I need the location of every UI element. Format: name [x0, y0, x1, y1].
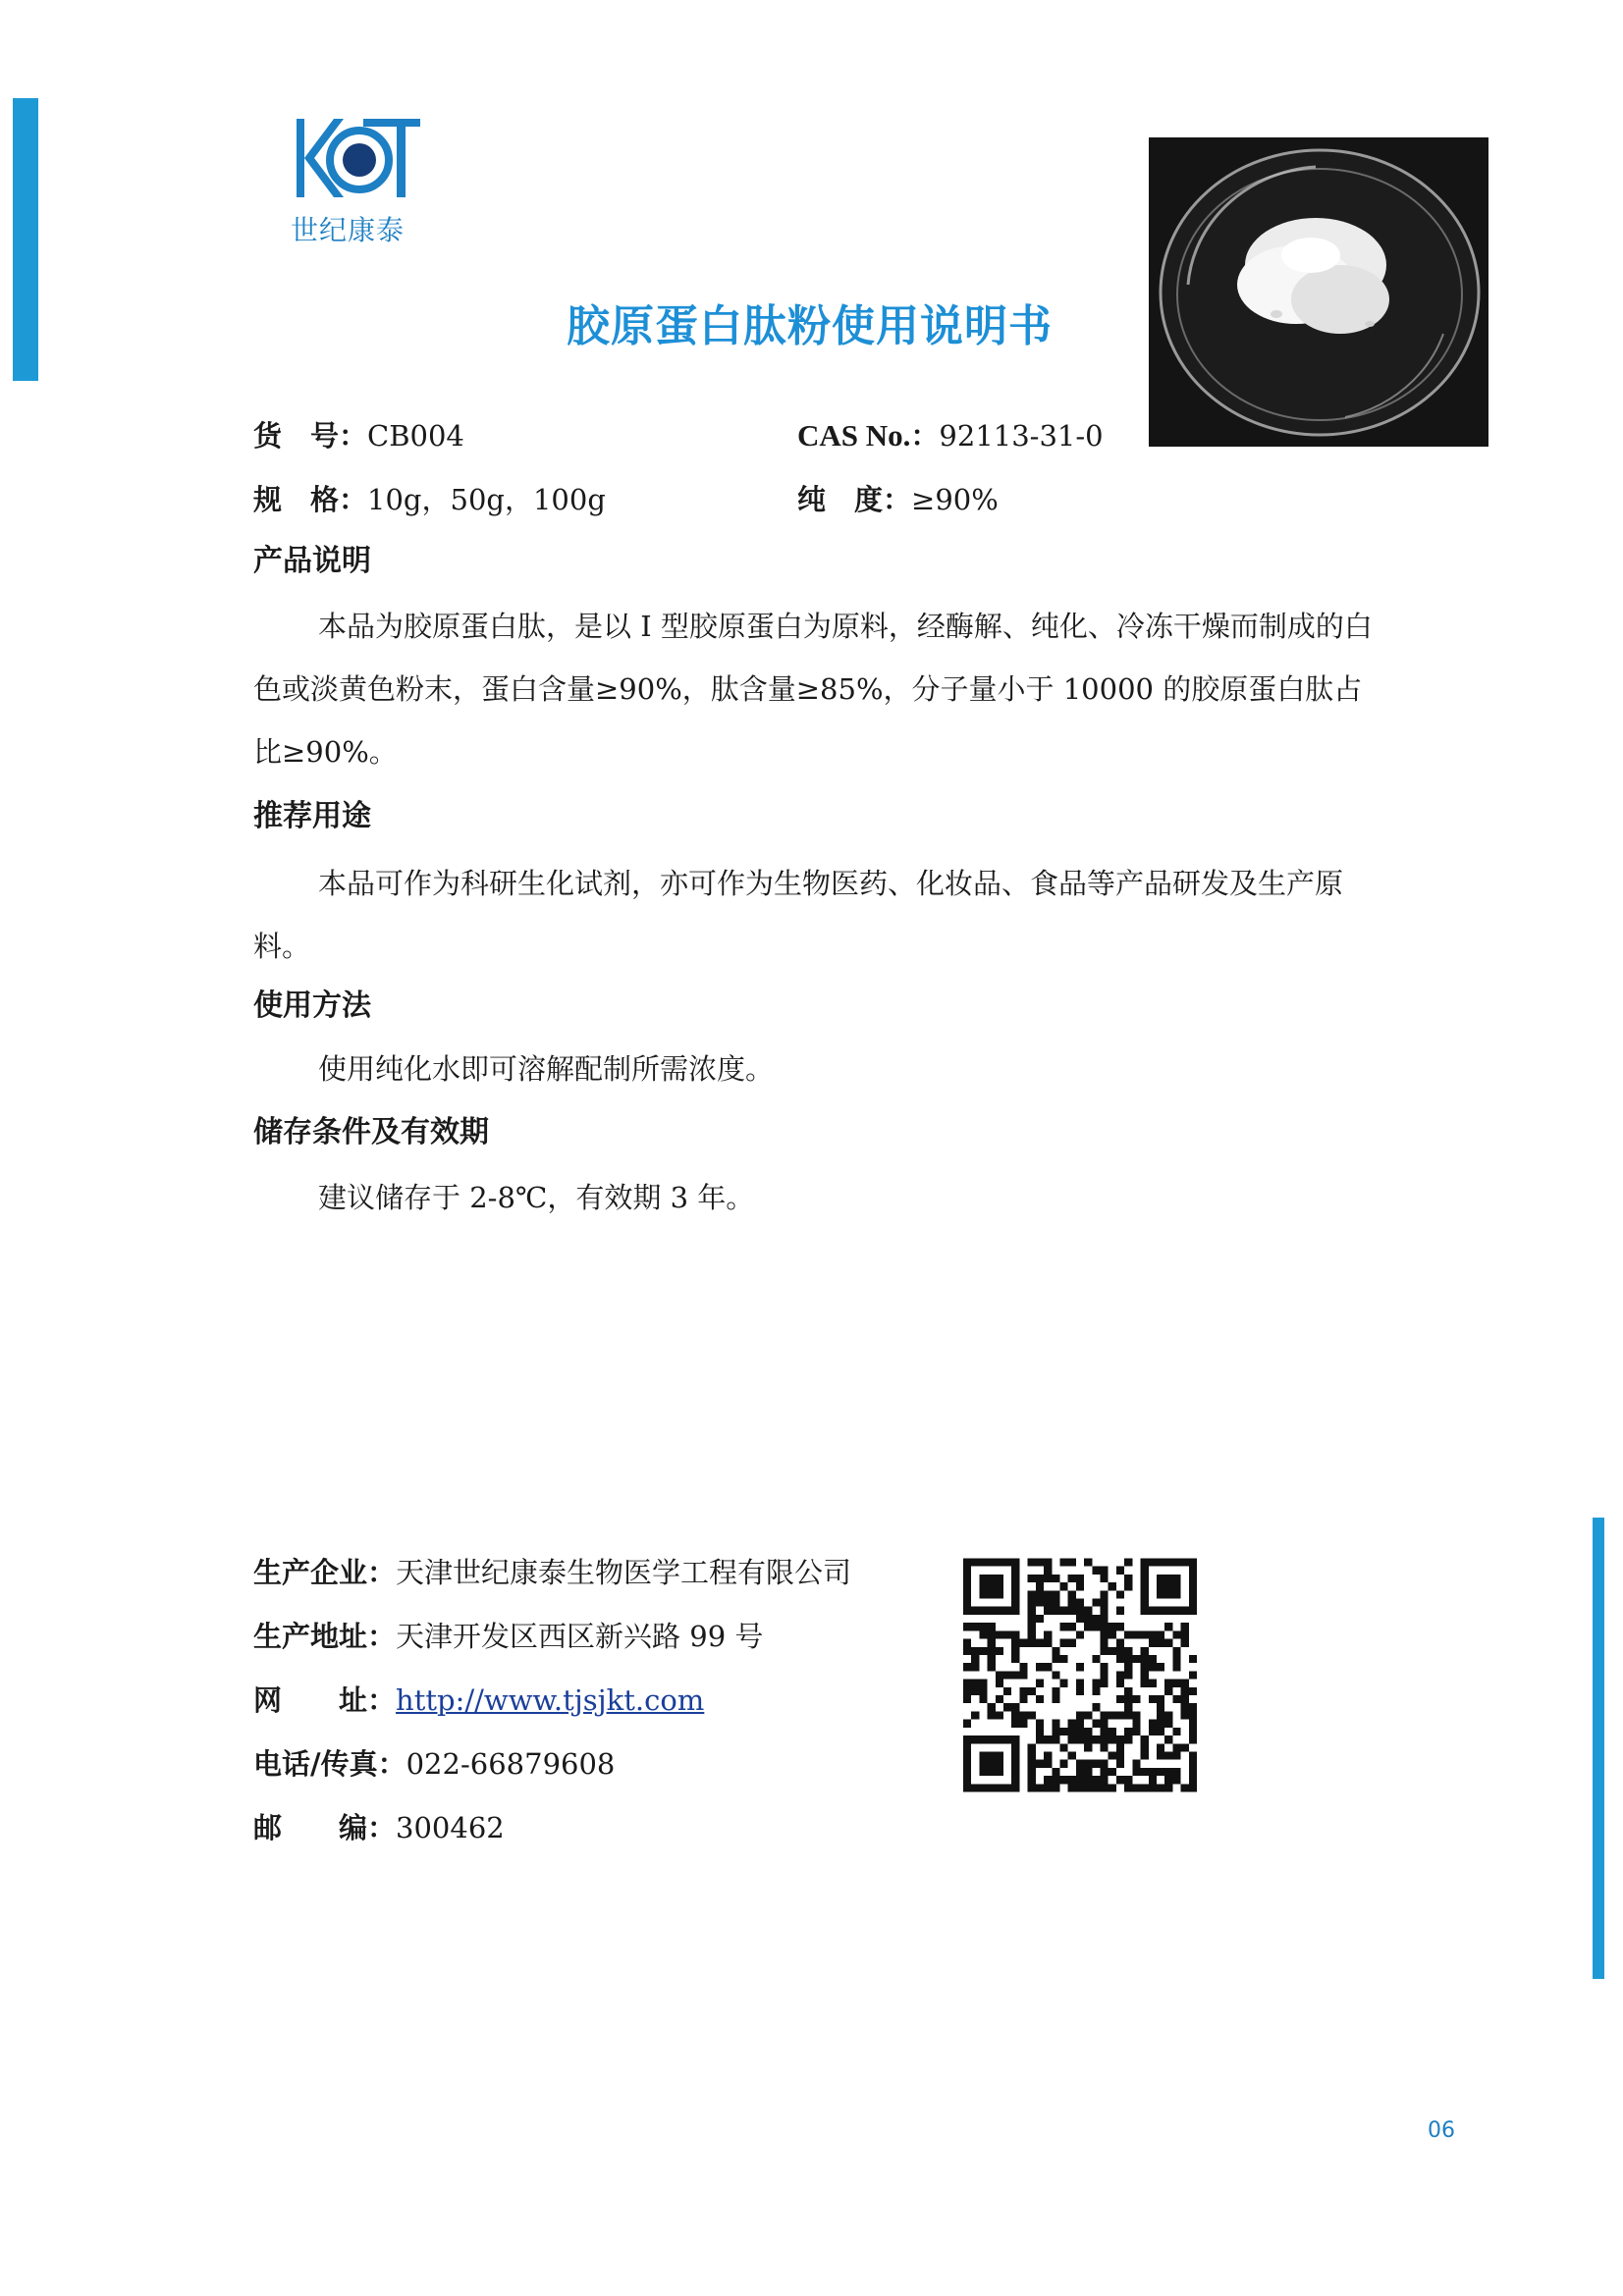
cas-value: 92113-31-0: [939, 419, 1104, 453]
spec-value: 10g，50g，100g: [367, 483, 606, 516]
manufacturer-value: 天津世纪康泰生物医学工程有限公司: [396, 1556, 852, 1589]
purity-field: 纯 度：≥90%: [797, 483, 999, 516]
section-heading-method: 使用方法: [253, 988, 371, 1023]
spec-field: 规 格：10g，50g，100g: [253, 483, 606, 516]
item-number-value: CB004: [367, 419, 464, 453]
postcode-label: 邮 编: [253, 1811, 368, 1844]
cas-field: CAS No.：92113-31-0: [797, 418, 1104, 453]
address-value: 天津开发区西区新兴路 99 号: [396, 1620, 764, 1653]
postcode-value: 300462: [396, 1811, 505, 1844]
purity-label: 纯 度: [797, 483, 884, 516]
website-label: 网 址: [253, 1683, 368, 1717]
manufacturer-row: 生产企业：天津世纪康泰生物医学工程有限公司: [253, 1556, 852, 1589]
section-body-storage: 建议储存于 2-8℃，有效期 3 年。: [318, 1181, 755, 1214]
section-body-usage: 本品可作为科研生化试剂，亦可作为生物医药、化妆品、食品等产品研发及生产原料。: [253, 867, 1344, 963]
item-number-label: 货 号: [253, 419, 340, 453]
item-number-field: 货 号：CB004: [253, 419, 464, 453]
product-photo: [1149, 137, 1488, 447]
website-row: 网 址：http://www.tjsjkt.com: [253, 1683, 705, 1717]
petri-dish-image: [1149, 137, 1488, 447]
section-heading-description: 产品说明: [253, 544, 371, 578]
logo-icon: [295, 115, 424, 205]
postcode-row: 邮 编：300462: [253, 1811, 505, 1844]
document-title-text: 胶原蛋白肽粉使用说明书: [567, 301, 1053, 351]
section-body-method: 使用纯化水即可溶解配制所需浓度。: [318, 1052, 775, 1086]
phone-row: 电话/传真：022-66879608: [253, 1747, 616, 1781]
phone-value: 022-66879608: [406, 1747, 616, 1781]
page-number: 06: [1428, 2118, 1455, 2143]
qr-code-icon: [963, 1556, 1197, 1794]
phone-label: 电话/传真: [253, 1747, 378, 1781]
website-link[interactable]: http://www.tjsjkt.com: [396, 1683, 705, 1717]
cas-label: CAS No.: [797, 418, 911, 453]
spec-label: 规 格: [253, 483, 340, 516]
address-label: 生产地址: [253, 1620, 368, 1653]
section-body-description: 本品为胶原蛋白肽，是以 I 型胶原蛋白为原料，经酶解、纯化、冷冻干燥而制成的白色或淡黄色粉末，蛋白含量≥90%，肽含量≥85%，分子量小于 10000 的胶原蛋白肽占比≥90%。: [253, 610, 1373, 769]
section-heading-usage: 推荐用途: [253, 799, 371, 833]
manufacturer-label: 生产企业: [253, 1556, 368, 1589]
right-accent-bar: [1593, 1518, 1604, 1979]
address-row: 生产地址：天津开发区西区新兴路 99 号: [253, 1620, 764, 1653]
qr-code: [963, 1556, 1197, 1794]
section-heading-storage: 储存条件及有效期: [253, 1115, 489, 1149]
company-logo: [287, 115, 434, 250]
purity-value: ≥90%: [911, 483, 999, 516]
logo-wordmark: 世纪康泰: [291, 214, 406, 246]
